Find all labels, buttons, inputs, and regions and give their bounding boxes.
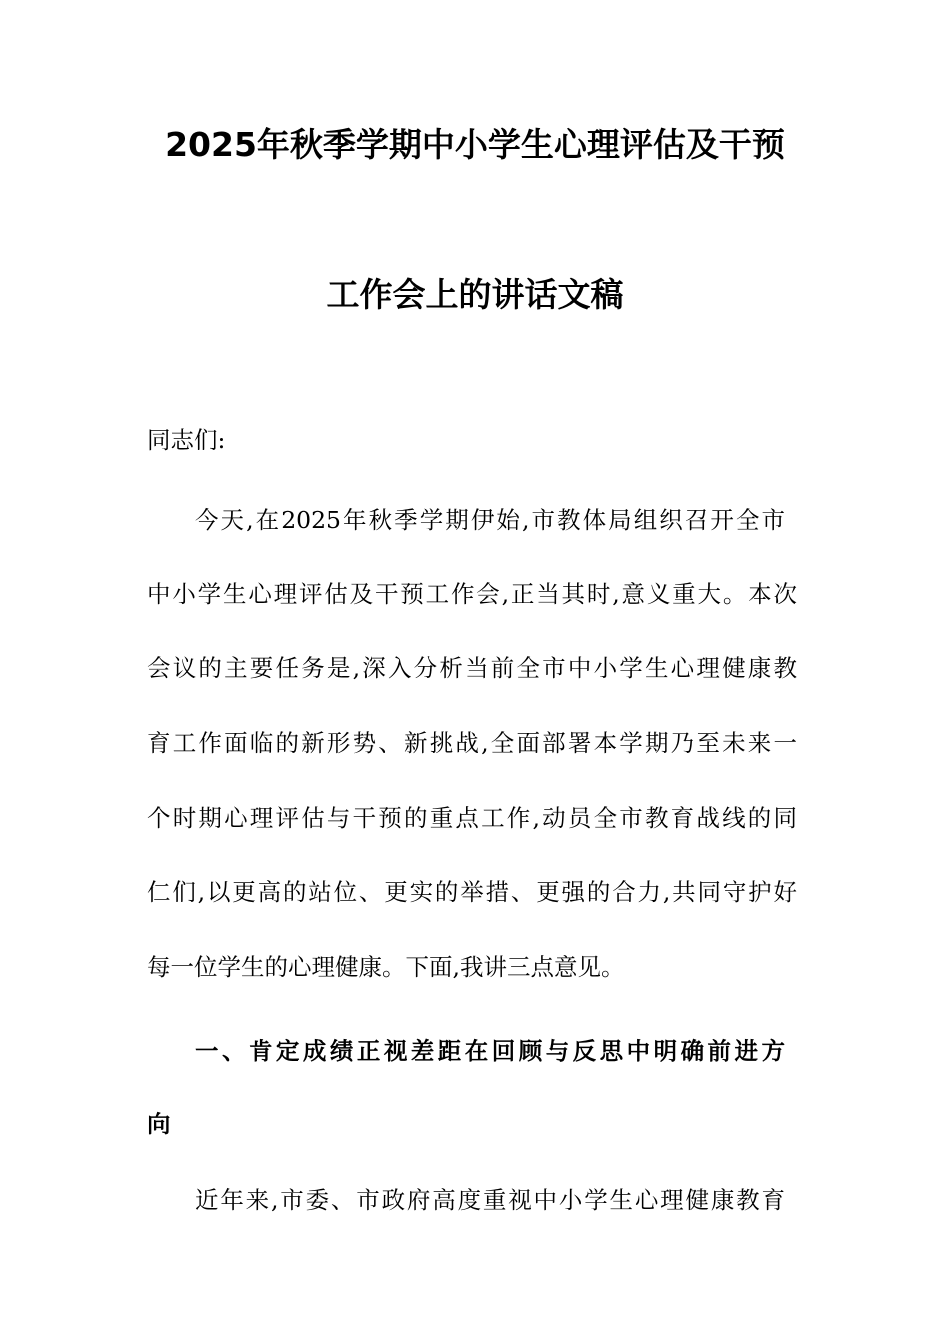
paragraph-line: 育工作面临的新形势、新挑战,全面部署本学期乃至未来一 xyxy=(147,729,797,757)
heading-line: 向 xyxy=(147,1110,171,1138)
heading-line: 一、肯定成绩正视差距在回顾与反思中明确前进方 xyxy=(195,1037,785,1065)
paragraph-line: 仁们,以更高的站位、更实的举措、更强的合力,共同守护好 xyxy=(147,878,797,906)
paragraph-line: 今天,在2025年秋季学期伊始,市教体局组织召开全市 xyxy=(195,506,785,534)
paragraph-line: 近年来,市委、市政府高度重视中小学生心理健康教育 xyxy=(195,1186,785,1214)
paragraph-line: 个时期心理评估与干预的重点工作,动员全市教育战线的同 xyxy=(147,804,797,832)
document-title-line-2: 工作会上的讲话文稿 xyxy=(326,275,624,314)
paragraph-line: 每一位学生的心理健康。下面,我讲三点意见。 xyxy=(147,953,625,981)
paragraph-line: 中小学生心理评估及干预工作会,正当其时,意义重大。本次 xyxy=(147,580,797,608)
paragraph-line: 会议的主要任务是,深入分析当前全市中小学生心理健康教 xyxy=(147,654,797,682)
document-title-line-1: 2025年秋季学期中小学生心理评估及干预 xyxy=(165,125,785,164)
salutation: 同志们: xyxy=(147,426,226,454)
